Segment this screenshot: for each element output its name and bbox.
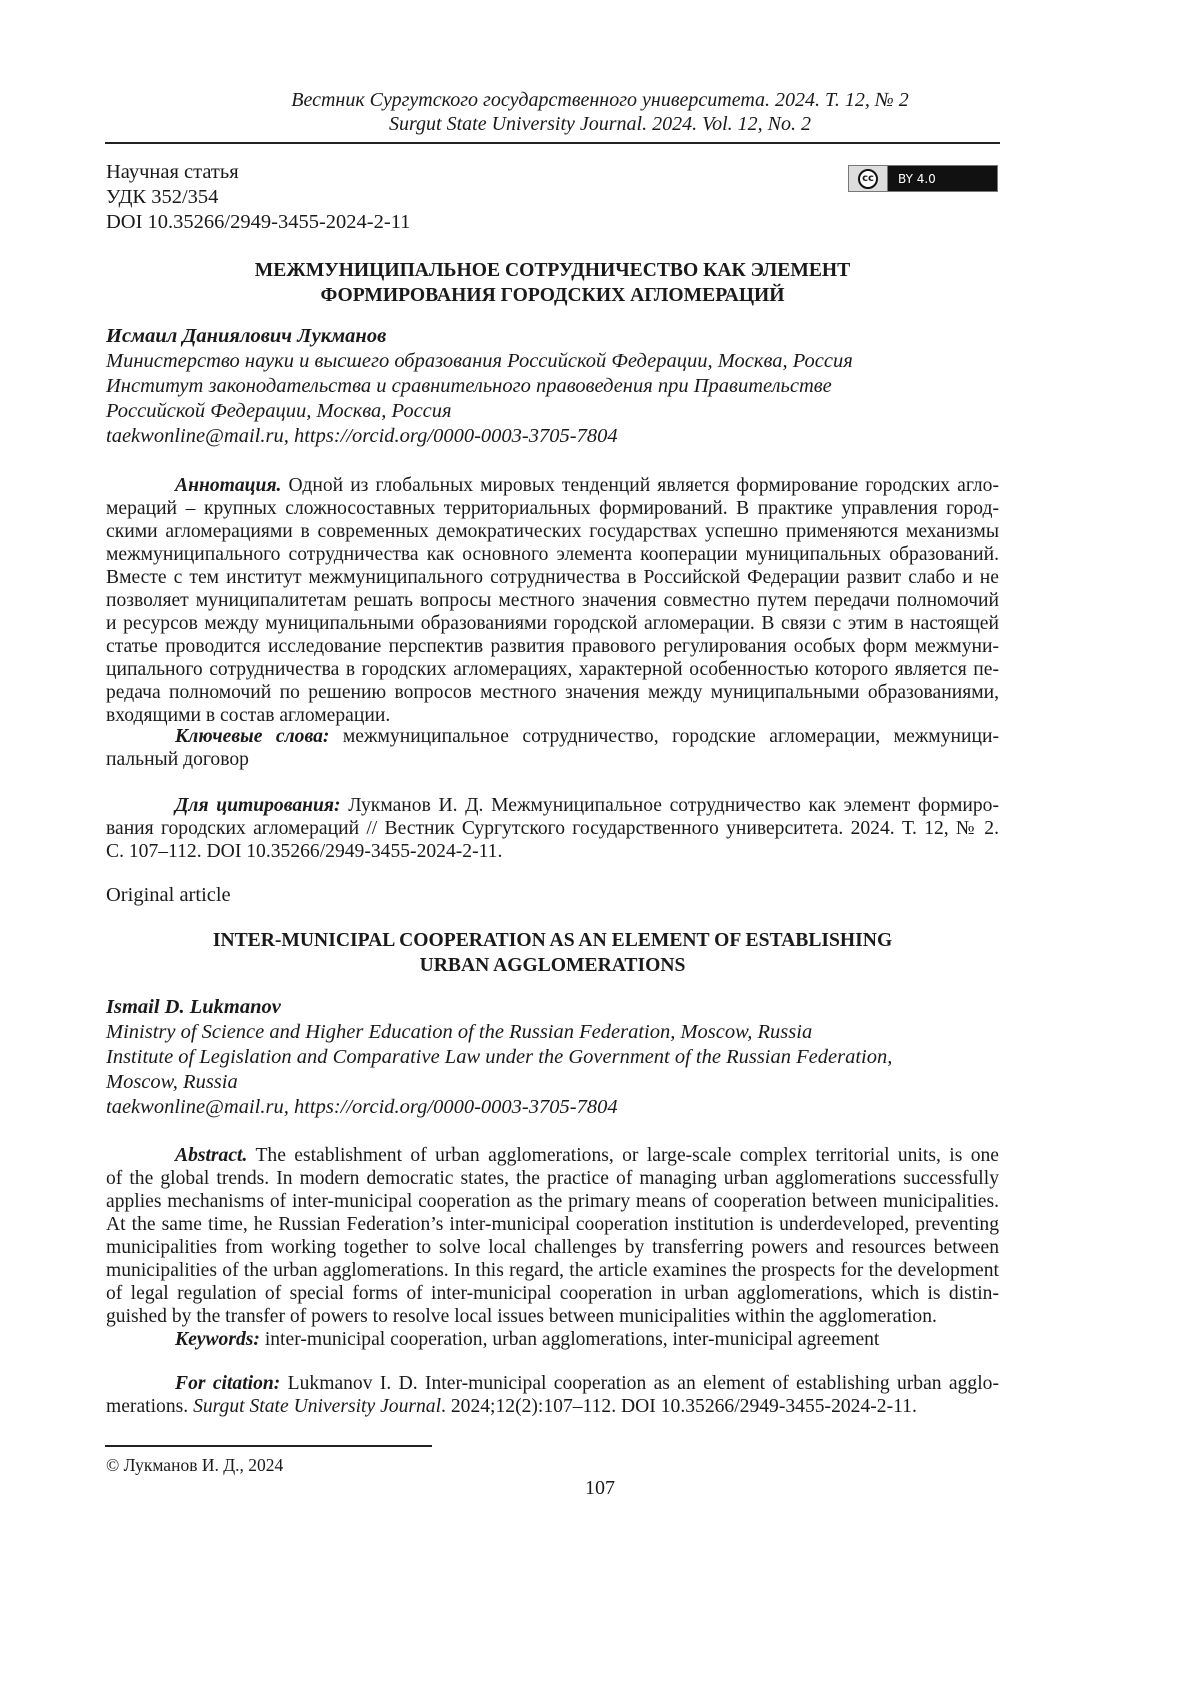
paragraph-text: пальный договор <box>106 749 249 770</box>
affiliation-line: Российской Федерации, Москва, Россия <box>106 399 853 424</box>
article-meta <box>106 160 410 235</box>
paragraph-line <box>106 725 999 748</box>
paragraph-text: ципального сотрудничества в городских агломерациях, характерной особенностью которого является пе- <box>106 659 999 680</box>
paragraph-line <box>106 1213 999 1236</box>
paragraph-line <box>106 497 999 520</box>
author-contacts: taekwonline@mail.ru, https://orcid.org/0000-0003-3705-7804 <box>106 424 853 449</box>
affiliation-line: Институт законодательства и сравнительного правоведения при Правительстве <box>106 374 853 399</box>
paragraph-text: статье проводится исследование перспектив развития правового регулирования особых форм межмуни- <box>106 636 999 657</box>
article-type-en: Original article <box>106 883 231 908</box>
paragraph-line <box>106 1144 999 1167</box>
paragraph-line <box>106 794 999 817</box>
author-block-en <box>106 995 892 1120</box>
paragraph-text: редача полномочий по решению вопросов местного значения между муниципальными образованиями, <box>106 682 999 703</box>
citation-ru <box>106 794 999 863</box>
paragraph-text: applies mechanisms of inter-municipal cooperation as the primary means of cooperation between municipalities. <box>106 1191 999 1212</box>
paragraph-text: The establishment of urban agglomerations, or large-scale complex territorial units, is one <box>255 1145 999 1166</box>
affiliation-line: Institute of Legislation and Comparative Law under the Government of the Russian Federation, <box>106 1045 892 1070</box>
paragraph-line <box>106 566 999 589</box>
paragraph-line <box>106 1259 999 1282</box>
paragraph-text: Лукманов И. Д. Межмуниципальное сотрудничество как элемент формиро- <box>348 795 999 816</box>
journal-title-en: Surgut State University Journal. 2024. Vol. 12, No. 2 <box>0 112 1200 136</box>
paragraph-text: мераций – крупных сложносоставных территориальных формирований. В практике управления город- <box>106 498 999 519</box>
paragraph-line <box>106 1328 999 1351</box>
citation-line <box>106 1372 999 1395</box>
citation-line <box>106 1395 999 1418</box>
author-name: Исмаил Даниялович Лукманов <box>106 324 853 349</box>
paragraph-line <box>106 1167 999 1190</box>
abstract-en <box>106 1144 999 1328</box>
paragraph-text: позволяет муниципалитетам решать вопросы местного значения совместно путем передачи полномочий <box>106 590 999 611</box>
affiliation-line: Министерство науки и высшего образования Российской Федерации, Москва, Россия <box>106 349 853 374</box>
paragraph-text: inter-municipal cooperation, urban agglomerations, inter-municipal agreement <box>265 1329 880 1350</box>
paragraph-line <box>106 589 999 612</box>
paragraph-line <box>106 520 999 543</box>
article-type: Научная статья <box>106 160 410 185</box>
paragraph-text: Вместе с тем институт межмуниципального сотрудничества в Российской Федерации развит слабо и не <box>106 567 999 588</box>
udc-code: УДК 352/354 <box>106 185 410 210</box>
paragraph-text: guished by the transfer of powers to resolve local issues between municipalities within the agglomeration. <box>106 1306 937 1327</box>
paragraph-text: и ресурсов между муниципальными образованиями городской агломерации. В связи с этим в настоящей <box>106 613 999 634</box>
paragraph-label: Аннотация. <box>175 475 281 496</box>
paragraph-line <box>106 1305 999 1328</box>
paragraph-line <box>106 612 999 635</box>
paragraph-text: межмуниципального сотрудничества как основного элемента кооперации муниципальных образований. <box>106 544 999 565</box>
title-line: МЕЖМУНИЦИПАЛЬНОЕ СОТРУДНИЧЕСТВО КАК ЭЛЕМЕНТ <box>106 258 999 283</box>
page-number: 107 <box>0 1477 1200 1500</box>
paragraph-line <box>106 840 999 863</box>
copyright: © Лукманов И. Д., 2024 <box>106 1455 283 1476</box>
paragraph-line <box>106 1236 999 1259</box>
cc-logo-icon: cc <box>849 166 888 191</box>
paragraph-text: of legal regulation of special forms of inter-municipal cooperation in urban agglomerations, which is distin- <box>106 1283 999 1304</box>
license-label: BY 4.0 <box>898 172 936 186</box>
paragraph-line <box>106 543 999 566</box>
paragraph-text: At the same time, he Russian Federation’s inter-municipal cooperation institution is underdeveloped, preventing <box>106 1214 999 1235</box>
title-line: ФОРМИРОВАНИЯ ГОРОДСКИХ АГЛОМЕРАЦИЙ <box>106 283 999 308</box>
paragraph-text: межмуниципальное сотрудничество, городские агломерации, межмуници- <box>343 726 999 747</box>
author-block-ru <box>106 324 853 449</box>
paragraph-line <box>106 704 999 727</box>
paragraph-text: С. 107–112. DOI 10.35266/2949-3455-2024-2-11. <box>106 841 502 862</box>
paragraph-line <box>106 817 999 840</box>
paragraph-line <box>106 635 999 658</box>
paragraph-label: Abstract. <box>175 1145 247 1166</box>
license-badge[interactable] <box>848 165 998 192</box>
author-contacts: taekwonline@mail.ru, https://orcid.org/0000-0003-3705-7804 <box>106 1095 892 1120</box>
citation-text: . 2024;12(2):107–112. DOI 10.35266/2949-3455-2024-2-11. <box>441 1396 917 1417</box>
affiliation-line: Ministry of Science and Higher Education of the Russian Federation, Moscow, Russia <box>106 1020 892 1045</box>
running-header <box>0 88 1200 136</box>
citation-en <box>106 1372 999 1418</box>
header-rule <box>105 142 1000 144</box>
paragraph-line <box>106 1282 999 1305</box>
citation-text: Lukmanov I. D. Inter-municipal cooperation as an element of establishing urban agglo- <box>288 1373 999 1394</box>
affiliation-line: Moscow, Russia <box>106 1070 892 1095</box>
doi: DOI 10.35266/2949-3455-2024-2-11 <box>106 210 410 235</box>
paragraph-text: вания городских агломераций // Вестник Сургутского государственного университета. 2024. Т. 12, № 2. <box>106 818 999 839</box>
paragraph-text: скими агломерациями в современных демократических государствах успешно применяются механизмы <box>106 521 999 542</box>
title-line: URBAN AGGLOMERATIONS <box>106 953 999 978</box>
author-name: Ismail D. Lukmanov <box>106 995 892 1020</box>
paragraph-text: of the global trends. In modern democratic states, the practice of managing urban agglomerations successfully <box>106 1168 999 1189</box>
paragraph-line <box>106 474 999 497</box>
paragraph-line <box>106 658 999 681</box>
keywords-en <box>106 1328 999 1351</box>
paragraph-text: Одной из глобальных мировых тенденций является формирование городских агло- <box>289 475 999 496</box>
paragraph-label: Keywords: <box>175 1329 260 1350</box>
keywords-ru <box>106 725 999 771</box>
title-ru <box>106 258 999 308</box>
citation-journal: Surgut State University Journal <box>193 1396 441 1417</box>
abstract-ru <box>106 474 999 727</box>
paragraph-label: Для цитирования: <box>175 795 341 816</box>
paragraph-line <box>106 748 999 771</box>
paragraph-text: municipalities from working together to solve local challenges by transferring powers and resources between <box>106 1237 999 1258</box>
footnote-rule <box>105 1445 432 1447</box>
citation-text: merations. <box>106 1396 193 1417</box>
title-line: INTER-MUNICIPAL COOPERATION AS AN ELEMENT OF ESTABLISHING <box>106 928 999 953</box>
paragraph-text: входящими в состав агломерации. <box>106 705 390 726</box>
journal-title-ru: Вестник Сургутского государственного университета. 2024. Т. 12, № 2 <box>0 88 1200 112</box>
title-en <box>106 928 999 978</box>
citation-label: For citation: <box>175 1373 280 1394</box>
paragraph-line <box>106 1190 999 1213</box>
paragraph-text: municipalities of the urban agglomerations. In this regard, the article examines the prospects for the development <box>106 1260 999 1281</box>
paragraph-label: Ключевые слова: <box>175 726 329 747</box>
paragraph-line <box>106 681 999 704</box>
